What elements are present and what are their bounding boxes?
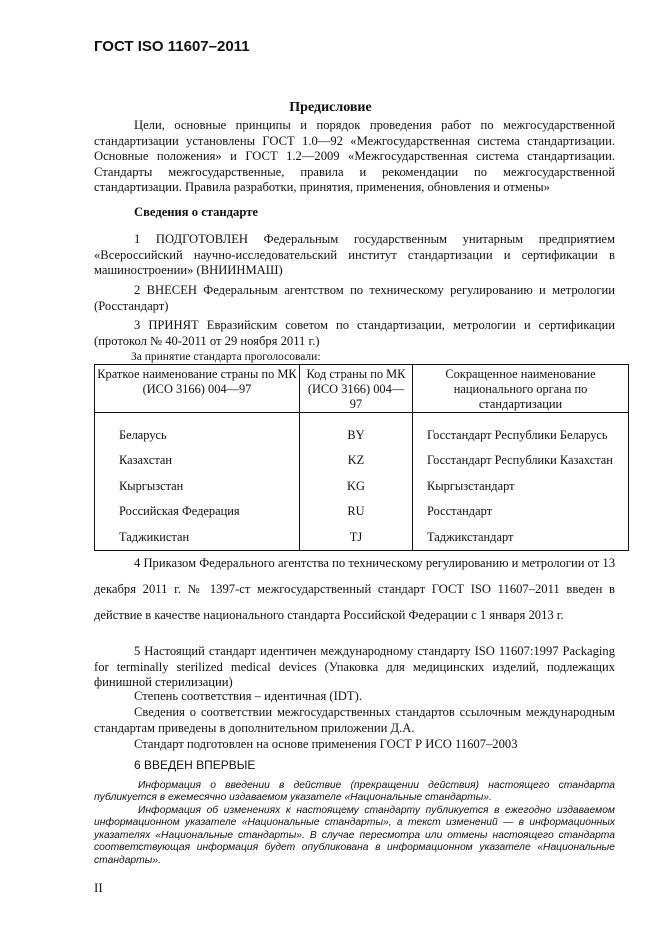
- country-cell: Кыргызстан: [95, 474, 300, 500]
- foreword-intro: Цели, основные принципы и порядок проведения работ по межгосударственной стандартизации установлены ГОСТ 1.0—92 «Межгосударственная система стандартизации. Основные положения» и ГОСТ 1.2—2009 «Межгосударственная система стандартизации. Стандарты межгосударственные, правила и рекомендации по межгосударственной стандартизации. Правила разработки, принятия, применения, обновления и отмены»: [94, 118, 615, 195]
- header-code: Код страны по МК (ИСО 3166) 004—97: [300, 365, 413, 413]
- body-cell: Росстандарт: [413, 499, 629, 525]
- foreword-title: Предисловие: [289, 100, 372, 115]
- code-cell: BY: [300, 413, 413, 449]
- info-item-2: 2 ВНЕСЕН Федеральным агентством по техническому регулированию и метрологии (Росстандарт): [94, 283, 615, 313]
- country-cell: Российская Федерация: [95, 499, 300, 525]
- voting-table-header-row: [95, 365, 629, 413]
- voting-table: [94, 364, 629, 551]
- body-cell: Госстандарт Республики Беларусь: [413, 413, 629, 449]
- info-item-6: 6 ВВЕДЕН ВПЕРВЫЕ: [134, 758, 256, 772]
- notice-paragraph-2: Информация об изменениях к настоящему стандарту публикуется в ежегодно издаваемом информационном указателе «Национальные стандарты», а текст изменений — в информационных указателях «Национальные стандарты». В случае пересмотра или отмены настоящего стандарта соответствующая информация будет опубликована в информационном указателе «Национальные стандарты».: [94, 805, 615, 866]
- vote-caption: За принятие стандарта проголосовали:: [131, 351, 321, 363]
- body-cell: Кыргызстандарт: [413, 474, 629, 500]
- code-cell: KZ: [300, 448, 413, 474]
- info-item-5-refs: Сведения о соответствии межгосударственных стандартов ссылочным международным стандартам приведены в дополнительном приложении Д.А.: [94, 705, 615, 735]
- info-item-3: 3 ПРИНЯТ Евразийским советом по стандартизации, метрологии и сертификации (протокол № 40-2011 от 29 ноября 2011 г.): [94, 318, 615, 348]
- header-body: Сокращенное наименование национального органа по стандартизации: [413, 365, 629, 413]
- standard-id-header: ГОСТ ISO 11607–2011: [94, 38, 250, 55]
- info-heading: Сведения о стандарте: [134, 205, 258, 219]
- info-item-5-degree: Степень соответствия – идентичная (IDT).: [134, 689, 362, 703]
- table-row: [95, 525, 629, 551]
- table-row: [95, 474, 629, 500]
- body-cell: Таджикстандарт: [413, 525, 629, 551]
- table-row: [95, 413, 629, 449]
- code-cell: RU: [300, 499, 413, 525]
- info-item-1: 1 ПОДГОТОВЛЕН Федеральным государственным унитарным предприятием «Всероссийский научно-исследовательский институт стандартизации и сертификации в машиностроении» (ВНИИНМАШ): [94, 232, 615, 278]
- info-item-5-basis: Стандарт подготовлен на основе применения ГОСТ Р ИСО 11607–2003: [134, 737, 518, 751]
- table-row: [95, 499, 629, 525]
- header-country: Краткое наименование страны по МК (ИСО 3166) 004—97: [95, 365, 300, 413]
- info-item-5: 5 Настоящий стандарт идентичен международному стандарту ISO 11607:1997 Packaging for terminally sterilized medical devices (Упаковка для медицинских изделий, подлежащих финишной стерилизации): [94, 644, 615, 690]
- country-cell: Таджикистан: [95, 525, 300, 551]
- code-cell: KG: [300, 474, 413, 500]
- country-cell: Казахстан: [95, 448, 300, 474]
- code-cell: TJ: [300, 525, 413, 551]
- info-item-4: 4 Приказом Федерального агентства по техническому регулированию и метрологии от 13 декабря 2011 г. № 1397-ст межгосударственный стандарт ГОСТ ISO 11607–2011 введен в действие в качестве национального стандарта Российской Федерации с 1 января 2013 г.: [94, 556, 615, 622]
- body-cell: Госстандарт Республики Казахстан: [413, 448, 629, 474]
- country-cell: Беларусь: [95, 413, 300, 449]
- notice-paragraph-1: Информация о введении в действие (прекращении действия) настоящего стандарта публикуется в ежемесячно издаваемом указателе «Национальные стандарты».: [94, 780, 615, 804]
- page-number: II: [94, 880, 103, 895]
- table-row: [95, 448, 629, 474]
